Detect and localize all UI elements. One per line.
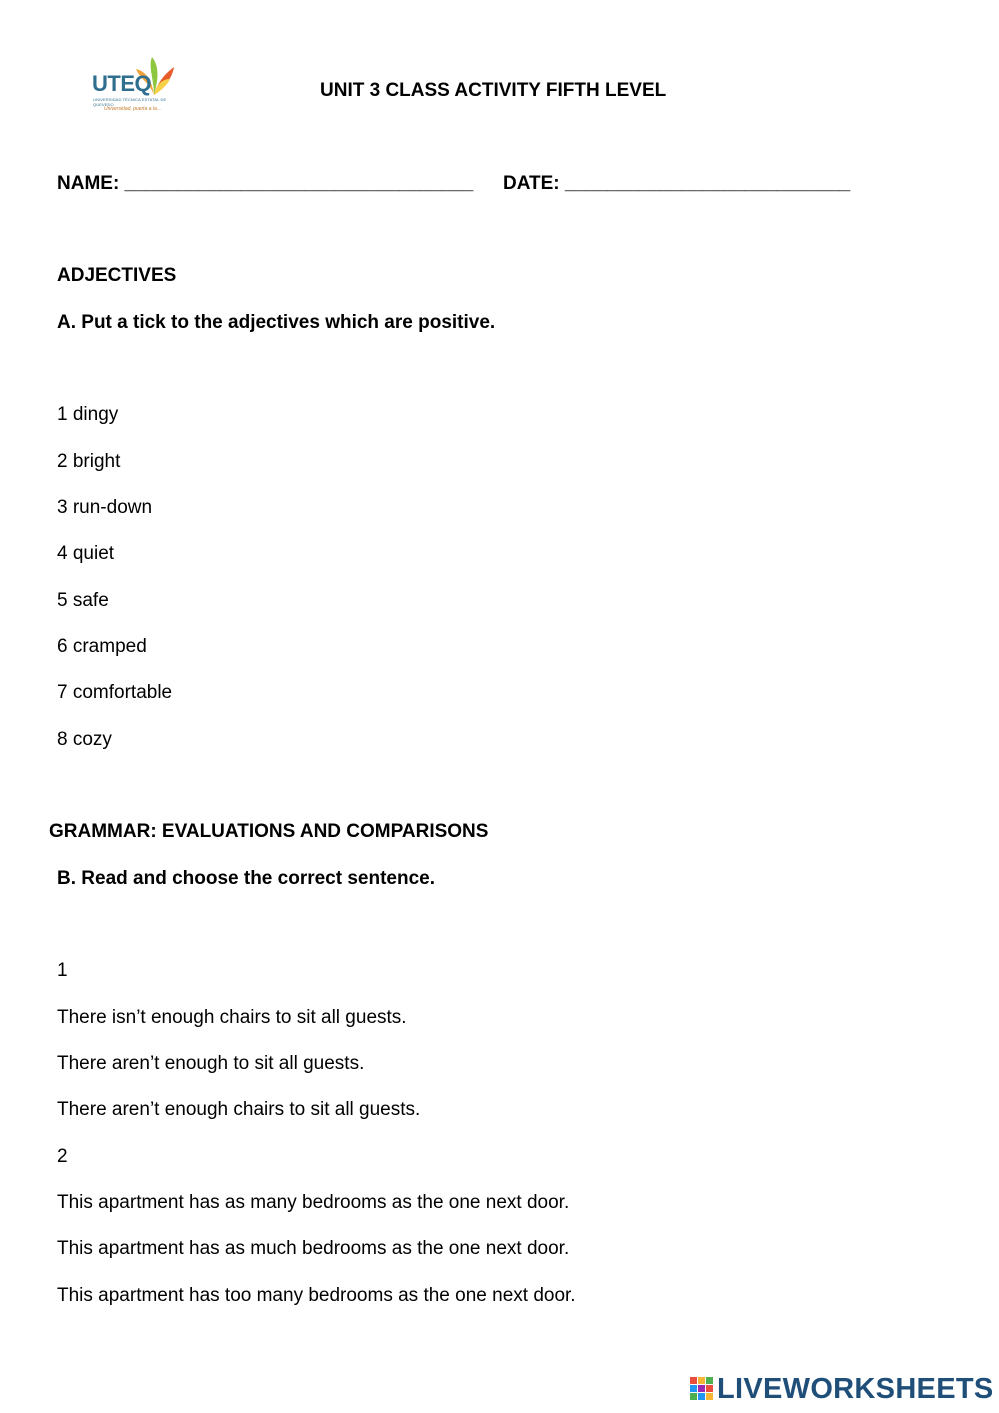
adjective-item[interactable]: 5 safe: [57, 590, 109, 611]
section-b-instruction: B. Read and choose the correct sentence.: [57, 868, 436, 889]
liveworksheets-icon: [690, 1377, 714, 1401]
page-title: UNIT 3 CLASS ACTIVITY FIFTH LEVEL: [320, 80, 667, 101]
logo-university: UNIVERSIDAD TÉCNICA ESTATAL DE QUEVEDO: [93, 97, 167, 107]
adjective-item[interactable]: 7 comfortable: [57, 682, 173, 703]
sentence-option[interactable]: There isn’t enough chairs to sit all guests.: [57, 1007, 407, 1028]
adjective-item[interactable]: 6 cramped: [57, 636, 147, 657]
uteq-logo: [90, 55, 185, 117]
sentence-option[interactable]: This apartment has as much bedrooms as the one next door.: [57, 1238, 570, 1259]
adjective-item[interactable]: 8 cozy: [57, 729, 112, 750]
adjective-item[interactable]: 4 quiet: [57, 543, 115, 564]
section-a-instruction: A. Put a tick to the adjectives which are positive.: [57, 312, 496, 333]
question-number: 1: [57, 960, 68, 981]
date-field[interactable]: DATE: ___________________________: [503, 173, 851, 194]
logo-motto: Universidad, puerta a la...: [104, 106, 161, 112]
sentence-option[interactable]: This apartment has as many bedrooms as the one next door.: [57, 1192, 570, 1213]
adjective-item[interactable]: 3 run-down: [57, 497, 153, 518]
sentence-option[interactable]: There aren’t enough chairs to sit all guests.: [57, 1099, 421, 1120]
sentence-option[interactable]: There aren’t enough to sit all guests.: [57, 1053, 365, 1074]
watermark-text: LIVEWORKSHEETS: [717, 1373, 994, 1405]
adjective-item[interactable]: 2 bright: [57, 451, 121, 472]
question-number: 2: [57, 1146, 68, 1167]
logo-brand: UTEQ: [92, 71, 152, 96]
adjective-item[interactable]: 1 dingy: [57, 404, 119, 425]
name-field[interactable]: NAME: _________________________________: [57, 173, 474, 194]
section-b-heading: GRAMMAR: EVALUATIONS AND COMPARISONS: [49, 821, 489, 842]
sentence-option[interactable]: This apartment has too many bedrooms as the one next door.: [57, 1285, 576, 1306]
section-a-heading: ADJECTIVES: [57, 265, 177, 286]
